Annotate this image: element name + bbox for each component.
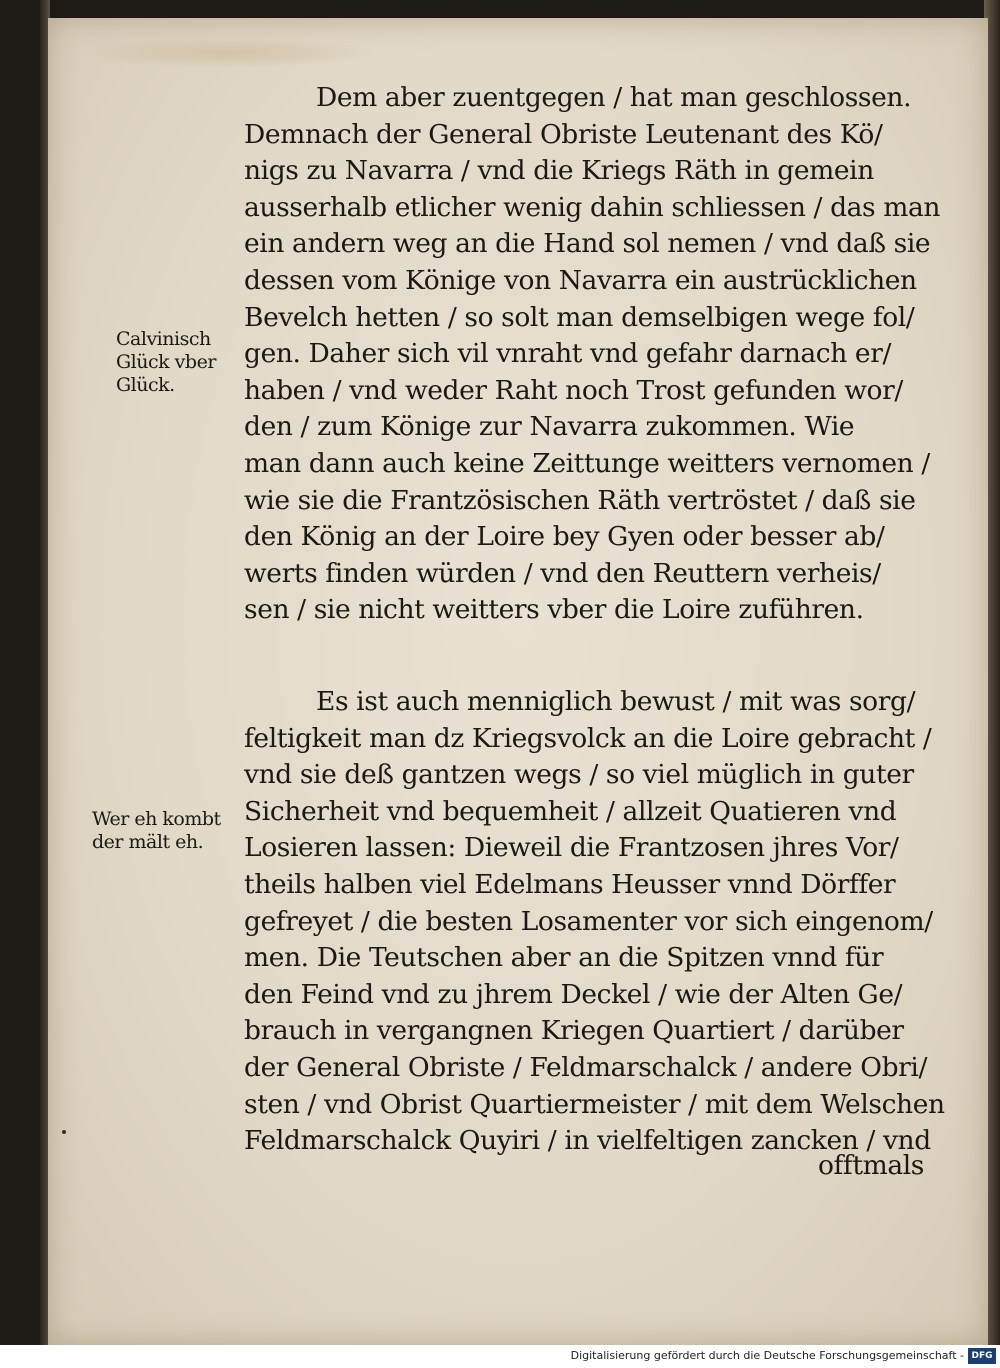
paragraph-2 [244,684,945,1160]
text-line: feltigkeit man dz Kriegsvolck an die Loire gebracht / [244,722,932,754]
marginal-note-1 [116,328,216,397]
text-line: gen. Daher sich vil vnraht vnd gefahr darnach er/ [244,338,891,370]
text-line: den / zum Könige zur Navarra zukommen. Wie [244,411,855,443]
text-line: Losieren lassen: Dieweil die Frantzosen jhres Vor/ [244,832,899,864]
text-line: gefreyet / die besten Losamenter vor sich eingenom/ [244,905,933,937]
text-line: vnd sie deß gantzen wegs / so viel müglich in guter [244,759,914,791]
text-line: Dem aber zuentgegen / hat man geschlossen. [316,82,912,113]
marginal-line: Glück vber [116,351,216,373]
text-line: Sicherheit vnd bequemheit / allzeit Quatieren vnd [244,795,897,827]
dfg-logo-icon: DFG [968,1348,996,1364]
text-line: theils halben viel Edelmans Heusser vnnd Dörffer [244,868,896,900]
text-line: werts finden würden / vnd den Reuttern verheis/ [244,557,881,589]
marginal-line: Glück. [116,374,175,396]
paper-stain [78,38,378,68]
text-line: ausserhalb etlicher wenig dahin schliessen / das man [244,191,941,223]
text-line: der General Obriste / Feldmarschalck / andere Obri/ [244,1051,928,1083]
catchword: offtmals [817,1150,924,1181]
funding-credit: Digitalisierung gefördert durch die Deutsche Forschungsgemeinschaft - [570,1349,964,1362]
text-line: sen / sie nicht weitters vber die Loire zuführen. [244,594,864,626]
marginal-line: der mält eh. [92,831,204,853]
text-line: sten / vnd Obrist Quartiermeister / mit dem Welschen [244,1088,945,1120]
paragraph-1 [244,80,940,629]
text-line: man dann auch keine Zeittunge weitters vernomen / [244,447,930,479]
text-line: Es ist auch menniglich bewust / mit was sorg/ [316,686,916,717]
ink-spot [62,1130,66,1134]
text-line: wie sie die Frantzösischen Räth vertröstet / daß sie [244,484,916,516]
text-line: brauch in vergangnen Kriegen Quartiert / darüber [244,1015,904,1047]
text-line: den König an der Loire bey Gyen oder besser ab/ [244,521,885,553]
marginal-line: Wer eh kombt [92,808,221,830]
text-line: ein andern weg an die Hand sol nemen / vnd daß sie [244,228,931,260]
text-line: dessen vom Könige von Navarra ein austrücklichen [244,264,917,296]
text-line: den Feind vnd zu jhrem Deckel / wie der Alten Ge/ [244,978,903,1010]
text-line: haben / vnd weder Raht noch Trost gefunden wor/ [244,374,903,406]
marginal-line: Calvinisch [116,328,211,350]
digitization-footer [0,1345,1000,1368]
text-line: men. Die Teutschen aber an die Spitzen vnnd für [244,942,884,974]
text-line: Feldmarschalck Quyiri / in vielfeltigen zancken / vnd [244,1125,931,1157]
text-line: nigs zu Navarra / vnd die Kriegs Räth in gemein [244,155,874,187]
text-line: Bevelch hetten / so solt man demselbigen wege fol/ [244,301,915,333]
marginal-note-2 [92,808,221,854]
text-line: Demnach der General Obriste Leutenant des Kö/ [244,118,883,150]
